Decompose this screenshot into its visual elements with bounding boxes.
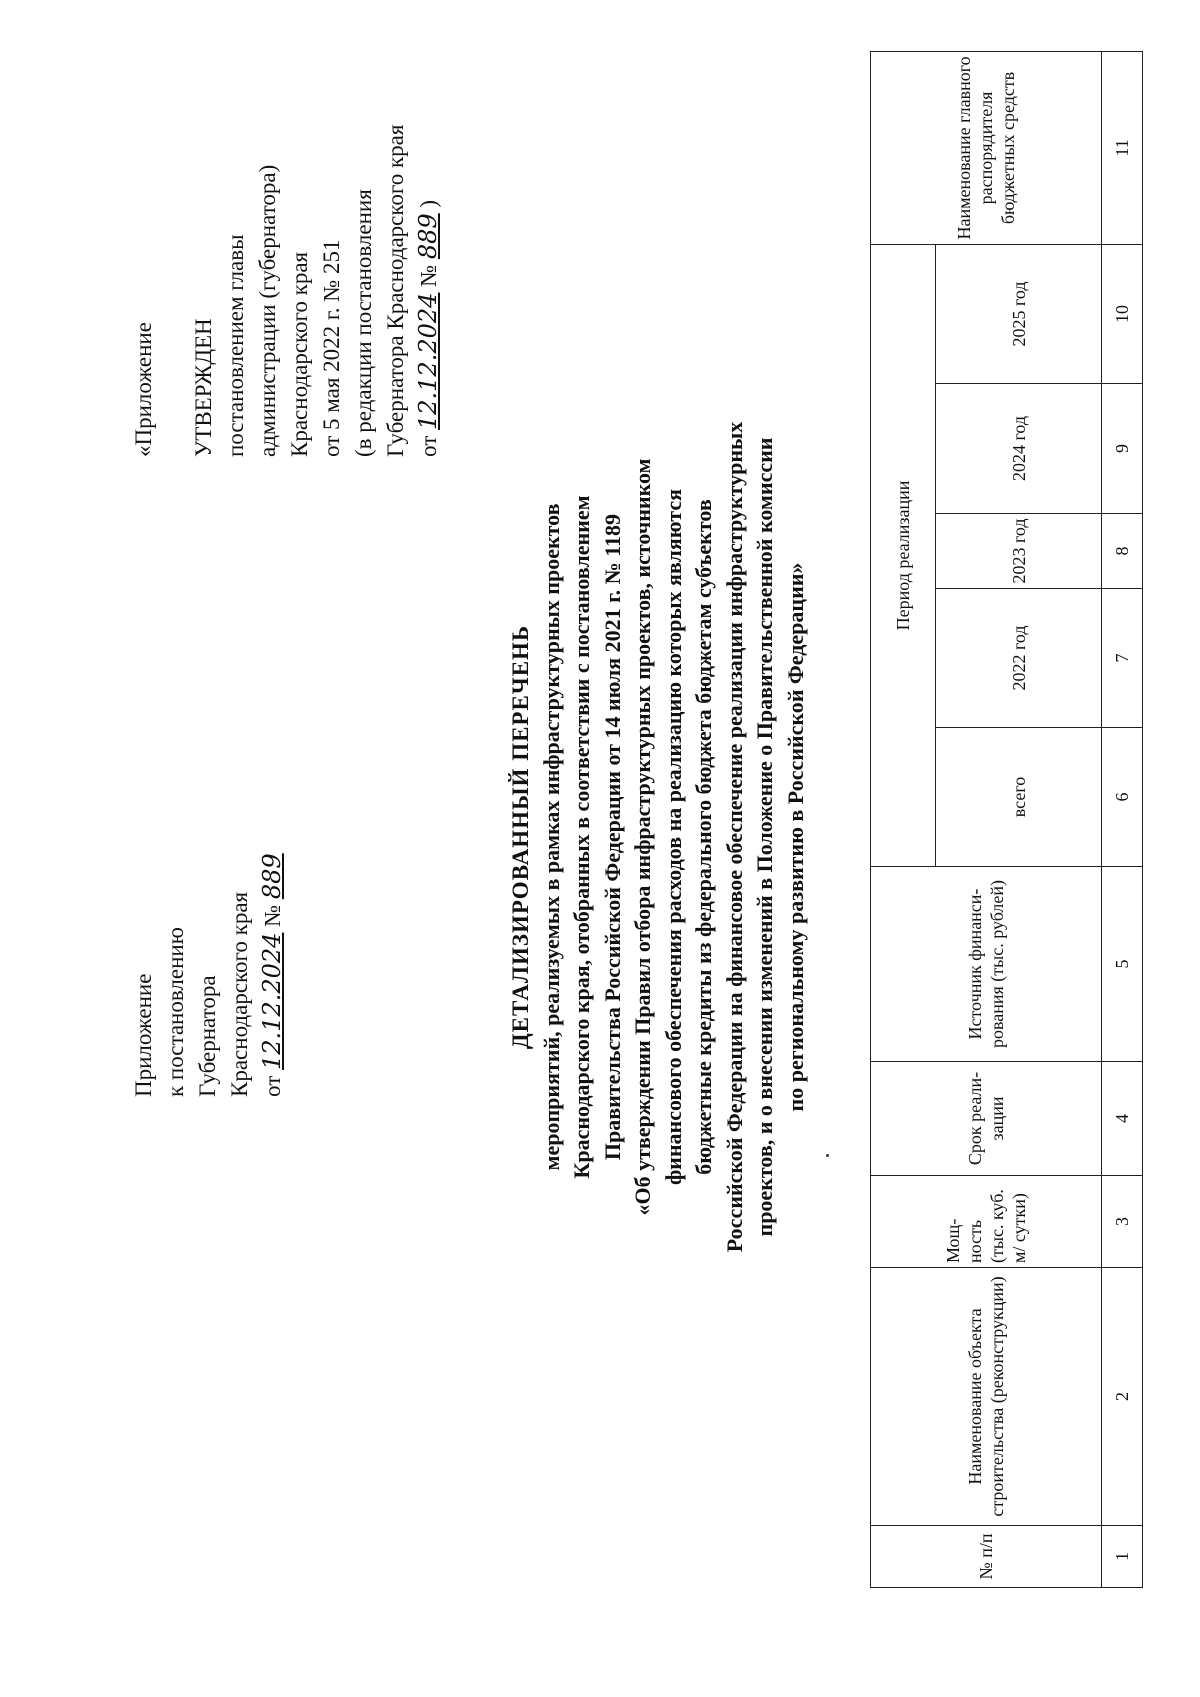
- close-paren: ): [416, 199, 441, 208]
- right-header-line: УТВЕРЖДЕН: [191, 318, 216, 457]
- header-cell-year-2022: 2022 год: [936, 589, 1102, 728]
- title-line: бюджетные кредиты из федерального бюджета бюджетам субъектов: [691, 499, 716, 1175]
- right-header-line: постановлением главы: [223, 234, 248, 457]
- title-main: ДЕТАЛИЗИРОВАННЫЙ ПЕРЕЧЕНЬ: [508, 624, 533, 1050]
- right-header-line: «Приложение: [131, 322, 156, 457]
- right-header-line: Губернатора Краснодарского края: [383, 124, 408, 457]
- right-header-date-line: [412, 125, 445, 457]
- column-number-cell: 10: [1102, 244, 1143, 383]
- left-header-line: Приложение: [131, 973, 156, 1097]
- header-cell-year-2025: 2025 год: [936, 244, 1102, 383]
- header-cell-period: Период реализации: [871, 244, 936, 866]
- right-header-line: администрации (губернатора): [255, 164, 280, 457]
- column-number-cell: 8: [1102, 514, 1143, 589]
- header-cell-funding-source: Источник финанси-рования (тыс. рублей): [871, 867, 1102, 1062]
- column-number-cell: 6: [1102, 728, 1143, 867]
- table-row: [1102, 51, 1143, 1587]
- table-header-row: [871, 51, 936, 1587]
- column-number-cell: 4: [1102, 1062, 1143, 1176]
- left-header-line: к постановлению: [163, 927, 188, 1097]
- column-number-cell: 1: [1102, 1526, 1143, 1588]
- date-prefix: от: [416, 435, 441, 457]
- header-cell-object-name: Наименование объекта строительства (реконструкции): [871, 1268, 1102, 1526]
- left-header-date-line: [256, 853, 289, 1097]
- left-header: [128, 853, 289, 1097]
- column-number-cell: 9: [1102, 384, 1143, 514]
- column-number-cell: 7: [1102, 589, 1143, 728]
- title-line: проектов, и о внесении изменений в Положение о Правительственной комиссии: [752, 437, 777, 1237]
- column-number-cell: 2: [1102, 1268, 1143, 1526]
- column-number-cell: 3: [1102, 1176, 1143, 1268]
- scan-speck: [826, 1154, 829, 1157]
- right-header: [128, 125, 445, 457]
- title-line: «Об утверждении Правил отбора инфраструктурных проектов, источником: [630, 458, 655, 1216]
- header-cell-year-2023: 2023 год: [936, 514, 1102, 589]
- document-title: [506, 357, 811, 1317]
- header-cell-total: всего: [936, 728, 1102, 867]
- left-header-line: Губернатора: [195, 975, 220, 1097]
- number-sign: №: [416, 264, 441, 287]
- column-number-cell: 11: [1102, 51, 1143, 244]
- handwritten-date: 12.12.2024: [414, 292, 442, 430]
- title-line: мероприятий, реализуемых в рамках инфраструктурных проектов: [538, 503, 564, 1171]
- handwritten-number: 889: [258, 853, 286, 900]
- header-cell-number: № п/п: [871, 1526, 1102, 1588]
- handwritten-date: 12.12.2024: [258, 932, 286, 1070]
- header-cell-year-2024: 2024 год: [936, 384, 1102, 514]
- header-cell-capacity: Мощ-ность (тыс. куб. м/ сутки): [871, 1176, 1102, 1268]
- right-header-line: Краснодарского края: [287, 251, 312, 457]
- number-sign: №: [260, 904, 285, 927]
- right-header-line: от 5 мая 2022 г. № 251: [319, 239, 344, 457]
- title-line: Правительства Российской Федерации от 14 июля 2021 г. № 1189: [599, 513, 625, 1161]
- date-prefix: от: [260, 1075, 285, 1097]
- title-line: Российской Федерации на финансовое обеспечение реализации инфраструктурных: [721, 421, 747, 1253]
- handwritten-number: 889: [414, 213, 442, 260]
- title-line: Краснодарского края, отобранных в соответствии с постановлением: [569, 495, 594, 1179]
- column-number-cell: 5: [1102, 867, 1143, 1062]
- header-cell-budget-manager: Наименование главного распорядителя бюджетных средств: [871, 51, 1102, 244]
- title-line: финансового обеспечения расходов на реализацию которых являются: [660, 488, 686, 1186]
- left-header-line: Краснодарского края: [227, 891, 252, 1097]
- header-cell-term: Срок реали-зации: [871, 1062, 1102, 1176]
- projects-table: [870, 51, 1143, 1588]
- right-header-line: (в редакции постановления: [351, 189, 376, 457]
- title-line: по региональному развитию в Российской Федерации»: [782, 562, 808, 1112]
